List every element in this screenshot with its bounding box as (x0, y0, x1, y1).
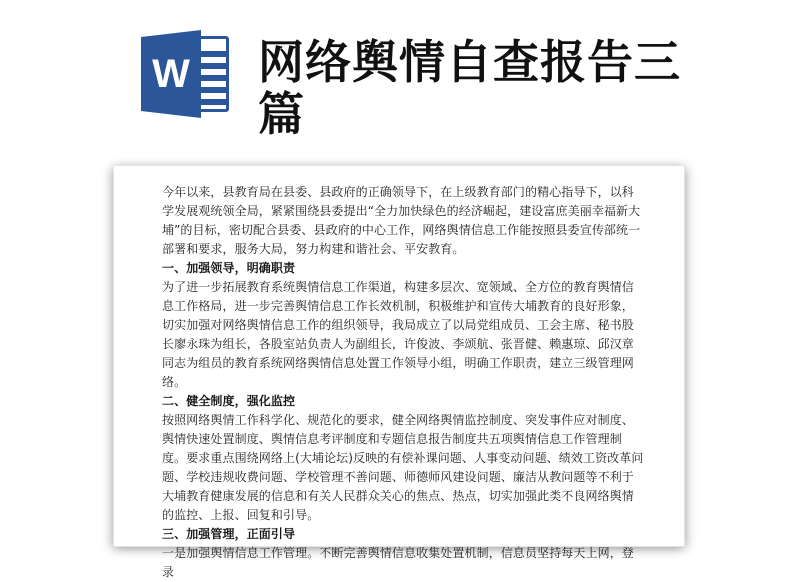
paragraph-section-2: 按照网络舆情工作科学化、规范化的要求，健全网络舆情监控制度、突发事件应对制度、舆情快速处置制度、舆情信息考评制度和专题信息报告制度共五项舆情信息工作管理制度。要求重点围绕网络上(大埔论坛)反映的有偿补课问题、人事变动问题、绩效工资改革问题、学校违规收费问题、学校管理不善问题、师德师风建设问题、廉洁从教问题等不利于大埔教育健康发展的信息和有关人民群众关心的焦点、热点，切实加强此类不良网络舆情的监控、上报、回复和引导。 (162, 413, 644, 522)
page-title: 网络舆情自查报告三篇 (258, 35, 681, 141)
section-heading-3: 三、加强管理，正面引导 (162, 527, 296, 541)
document-page-preview (114, 166, 684, 579)
section-heading-2: 二、健全制度，强化监控 (162, 394, 296, 408)
paragraph-section-1: 为了进一步拓展教育系统舆情信息工作渠道，构建多层次、宽领域、全方位的教育舆情信息工作格局，进一步完善舆情信息工作长效机制，积极维护和宣传大埔教育的良好形象，切实加强对网络舆情信息工作的组织领导，我局成立了以局党组成员、工会主席、秘书股长廖永珠为组长，各股室站负责人为副组长，许俊波、李颂航、张晋健、赖惠琼、邱汉章同志为组员的教育系统网络舆情信息处置工作领导小组，明确工作职责，建立三级管理网络。 (162, 280, 634, 389)
section-heading-1: 一、加强领导，明确职责 (162, 261, 296, 275)
paragraph-section-3: 一是加强舆情信息工作管理。不断完善舆情信息收集处置机制，信息员坚持每天上网，登录 (162, 546, 634, 579)
word-letter: W (152, 52, 190, 96)
word-document-icon (141, 30, 231, 118)
paragraph-intro: 今年以来，县教育局在县委、县政府的正确领导下，在上级教育部门的精心指导下，以科学发展观统领全局，紧紧围绕县委提出“全力加快绿色的经济崛起，建设富庶美丽幸福新大埔”的目标，密切配合县委、县政府的中心工作，网络舆情信息工作能按照县委宣传部统一部署和要求，服务大局，努力构建和谐社会、平安教育。 (162, 185, 641, 256)
document-header (0, 0, 800, 140)
document-body (162, 183, 644, 582)
